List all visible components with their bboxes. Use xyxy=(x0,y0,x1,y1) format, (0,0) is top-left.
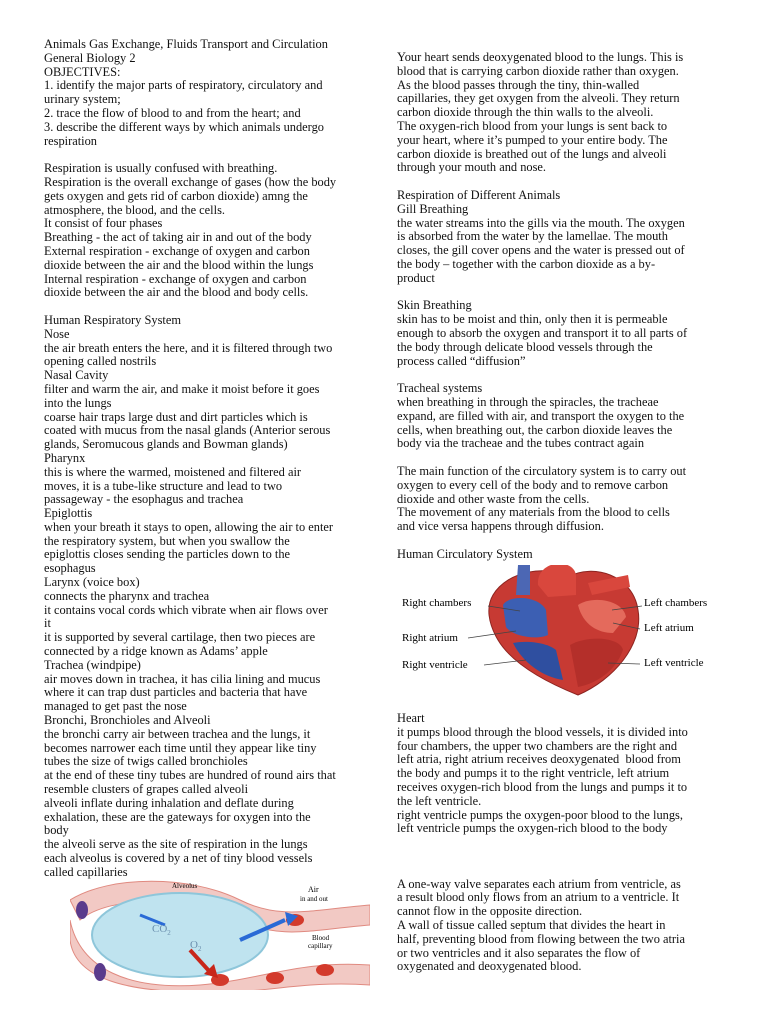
text-line: Epiglottis xyxy=(44,506,93,521)
text-line: the body through delicate blood vessels through the xyxy=(397,339,653,354)
text-line: Bronchi, Bronchioles and Alveoli xyxy=(44,713,211,728)
text-line: The main function of the circulatory system is to carry out xyxy=(397,463,687,478)
blank-line xyxy=(397,836,727,850)
text-line: the body and pumps it to the right ventricle, left atrium xyxy=(397,766,670,781)
label-left-chambers: Left chambers xyxy=(644,597,708,609)
text-line: Nasal Cavity xyxy=(44,368,109,383)
label-alveolus: Alveolus xyxy=(172,882,198,890)
label-right-chambers: Right chambers xyxy=(402,597,472,609)
text-line: at the end of these tiny tubes are hundred of round airs that xyxy=(44,768,336,783)
text-line: expand, are filled with air, and transport the oxygen to the xyxy=(397,408,685,423)
text-line: left atria, right atrium receives deoxygenated blood from xyxy=(397,752,681,767)
text-line: atmosphere, the blood, and the cells. xyxy=(44,202,225,217)
text-line: The movement of any materials from the blood to cells xyxy=(397,505,670,520)
text-line: right ventricle pumps the oxygen-poor blood to the lungs, xyxy=(397,807,683,822)
label-co2: $CO_2$ xyxy=(152,923,171,937)
text-line: General Biology 2 xyxy=(44,50,136,65)
text-line: A wall of tissue called septum that divides the heart in xyxy=(397,917,666,932)
blank-line xyxy=(397,451,727,465)
text-line: connected by a ridge known as Adams’ apple xyxy=(44,644,268,659)
text-line: Pharynx xyxy=(44,450,86,465)
text-line: cannot flow in the opposite direction. xyxy=(397,904,583,919)
alveolus-diagram xyxy=(70,880,370,990)
text-line: or two ventricles and it also separates the flow of xyxy=(397,945,641,960)
text-line: Respiration of Different Animals xyxy=(397,187,561,202)
blank-line xyxy=(397,368,727,382)
text-line: the left ventricle. xyxy=(397,793,482,808)
text-line: a result blood only flows from an atrium to a ventricle. It xyxy=(397,890,680,905)
blood-cell-icon xyxy=(94,963,106,981)
text-line: Trachea (windpipe) xyxy=(44,657,141,672)
text-line: filter and warm the air, and make it moist before it goes xyxy=(44,381,320,396)
heart-diagram xyxy=(398,565,738,705)
text-line: Animals Gas Exchange, Fluids Transport and Circulation xyxy=(44,37,328,51)
text-line: is absorbed from the water by the lamellae. The mouth xyxy=(397,229,668,244)
text-line: coarse hair traps large dust and dirt particles which is xyxy=(44,409,308,424)
blank-line xyxy=(44,300,376,314)
text-line: Nose xyxy=(44,326,70,341)
text-line: Skin Breathing xyxy=(397,298,472,313)
text-line: cells, when breathing out, the carbon dioxide leaves the xyxy=(397,422,673,437)
text-line: moves, it is a tube-like structure and lead to two xyxy=(44,478,283,493)
text-line: External respiration - exchange of oxygen and carbon xyxy=(44,243,310,258)
label-right-atrium: Right atrium xyxy=(402,632,458,644)
text-line: connects the pharynx and trachea xyxy=(44,588,210,603)
blank-line xyxy=(44,148,376,162)
blank-line xyxy=(397,175,727,189)
text-line: 1. identify the major parts of respiratory, circulatory and xyxy=(44,78,323,93)
text-line: it pumps blood through the blood vessels, it is divided into xyxy=(397,724,688,739)
label-blood: Blood xyxy=(312,934,330,942)
blank-line xyxy=(397,864,727,878)
text-line: body xyxy=(44,823,69,838)
label-o2: $O_2$ xyxy=(190,939,202,953)
text-line: esophagus xyxy=(44,561,96,576)
text-line: passageway - the esophagus and trachea xyxy=(44,492,244,507)
text-line: opening called nostrils xyxy=(44,354,157,369)
text-line: capillaries, they get oxygen from the alveoli. They return xyxy=(397,91,680,106)
label-capillary: capillary xyxy=(308,942,333,950)
text-line: when breathing in through the spiracles, the tracheae xyxy=(397,394,659,409)
text-line: alveoli inflate during inhalation and deflate during xyxy=(44,795,294,810)
text-line: dioxide between the air and the blood within the lungs xyxy=(44,257,314,272)
text-line: Respiration is usually confused with breathing. xyxy=(44,161,278,176)
text-line: the respiratory system, but when you swallow the xyxy=(44,533,290,548)
text-line: A one-way valve separates each atrium from ventricle, as xyxy=(397,876,681,891)
alveolus-diagram-svg xyxy=(70,880,370,990)
text-line: where it can trap dust particles and bacteria that have xyxy=(44,685,308,700)
text-line: resemble clusters of grapes called alveoli xyxy=(44,782,249,797)
text-line: it contains vocal cords which vibrate when air flows over xyxy=(44,602,328,617)
text-line: The oxygen-rich blood from your lungs is sent back to xyxy=(397,118,668,133)
text-line: through your mouth and nose. xyxy=(397,160,547,175)
text-line: dioxide and other waste from the cells. xyxy=(397,491,590,506)
text-line: becomes narrower each time until they appear like tiny xyxy=(44,740,317,755)
text-line: respiration xyxy=(44,133,97,148)
label-left-ventricle: Left ventricle xyxy=(644,657,704,669)
text-line: Heart xyxy=(397,711,425,725)
label-air: Air xyxy=(308,885,319,894)
text-line: carbon dioxide is breathed out of the lungs and alveoli xyxy=(397,146,667,161)
label-left-atrium: Left atrium xyxy=(644,622,694,634)
blank-line xyxy=(397,534,727,548)
blank-line xyxy=(397,850,727,864)
blood-cell-icon xyxy=(266,972,284,984)
text-line: the water streams into the gills via the mouth. The oxygen xyxy=(397,215,685,230)
right-column xyxy=(397,51,727,561)
text-line: oxygen to every cell of the body and to remove carbon xyxy=(397,477,669,492)
text-line: skin has to be moist and thin, only then it is permeable xyxy=(397,312,668,327)
text-line: epiglottis closes sending the particles down to the xyxy=(44,547,291,562)
text-line: receives oxygen-rich blood from the lungs and pumps it to xyxy=(397,779,688,794)
text-line: half, preventing blood from flowing between the two atria xyxy=(397,931,685,946)
text-line: 3. describe the different ways by which animals undergo xyxy=(44,119,324,134)
text-line: Respiration is the overall exchange of gases (how the body xyxy=(44,174,337,189)
text-line: glands, Seromucous glands and Bowman glands) xyxy=(44,437,288,452)
text-line: four chambers, the upper two chambers are the right and xyxy=(397,738,678,753)
text-line: Human Circulatory System xyxy=(397,546,533,561)
text-line: air moves down in trachea, it has cilia lining and mucus xyxy=(44,671,321,686)
text-line: Your heart sends deoxygenated blood to the lungs. This is xyxy=(397,50,684,64)
vena-cava-shape xyxy=(516,565,530,595)
text-line: enough to absorb the oxygen and transport it to all parts of xyxy=(397,325,688,340)
text-line: the body – together with the carbon dioxide as a by- xyxy=(397,256,656,271)
blank-line xyxy=(397,286,727,300)
text-line: the bronchi carry air between trachea and the lungs, it xyxy=(44,726,311,741)
text-line: OBJECTIVES: xyxy=(44,64,121,79)
text-line: Breathing - the act of taking air in and out of the body xyxy=(44,230,312,245)
label-right-ventricle: Right ventricle xyxy=(402,659,468,671)
text-line: 2. trace the flow of blood to and from the heart; and xyxy=(44,105,301,120)
text-line: this is where the warmed, moistened and filtered air xyxy=(44,464,302,479)
text-line: Larynx (voice box) xyxy=(44,575,140,590)
blood-cell-icon xyxy=(316,964,334,976)
left-column xyxy=(44,38,376,880)
text-line: into the lungs xyxy=(44,395,112,410)
text-line: left ventricle pumps the oxygen-rich blood to the body xyxy=(397,821,668,836)
text-line: process called “diffusion” xyxy=(397,353,526,368)
text-line: each alveolus is covered by a net of tiny blood vessels xyxy=(44,851,313,866)
text-line: when your breath it stays to open, allowing the air to enter xyxy=(44,519,334,534)
heart-diagram-svg xyxy=(398,565,738,705)
text-line: As the blood passes through the tiny, thin-walled xyxy=(397,77,640,92)
text-line: the alveoli serve as the site of respiration in the lungs xyxy=(44,837,308,852)
text-line: coated with mucus from the nasal glands (Anterior serous xyxy=(44,423,331,438)
alveolus-shape xyxy=(92,893,268,977)
text-line: blood that is carrying carbon dioxide rather than oxygen. xyxy=(397,63,679,78)
text-line: urinary system; xyxy=(44,92,121,107)
text-line: tubes the size of twigs called bronchioles xyxy=(44,754,248,769)
text-line: oxygenated and deoxygenated blood. xyxy=(397,959,582,974)
text-line: body via the tracheae and the tubes contract again xyxy=(397,436,645,451)
text-line: Human Respiratory System xyxy=(44,312,181,327)
text-line: your heart, where it’s pumped to your entire body. The xyxy=(397,132,668,147)
text-line: exhalation, these are the gateways for oxygen into the xyxy=(44,809,311,824)
text-line: it xyxy=(44,616,51,631)
text-line: Gill Breathing xyxy=(397,201,469,216)
text-line: the air breath enters the here, and it is filtered through two xyxy=(44,340,333,355)
text-line: product xyxy=(397,270,435,285)
text-line: closes, the gill cover opens and the water is pressed out of xyxy=(397,243,685,258)
text-line: managed to get past the nose xyxy=(44,699,187,714)
text-line: carbon dioxide through the thin walls to the alveoli. xyxy=(397,105,654,120)
text-line: called capillaries xyxy=(44,864,128,879)
blood-cell-icon xyxy=(76,901,88,919)
label-in-and-out: in and out xyxy=(300,895,328,903)
text-line: dioxide between the air and the blood and body cells. xyxy=(44,285,309,300)
text-line: Internal respiration - exchange of oxygen and carbon xyxy=(44,271,307,286)
text-line: and vice versa happens through diffusion. xyxy=(397,519,604,534)
text-line: Tracheal systems xyxy=(397,381,483,396)
right-column-bottom xyxy=(397,712,727,974)
text-line: it is supported by several cartilage, then two pieces are xyxy=(44,630,316,645)
text-line: It consist of four phases xyxy=(44,216,163,231)
text-line: gets oxygen and gets rid of carbon dioxide) amng the xyxy=(44,188,308,203)
